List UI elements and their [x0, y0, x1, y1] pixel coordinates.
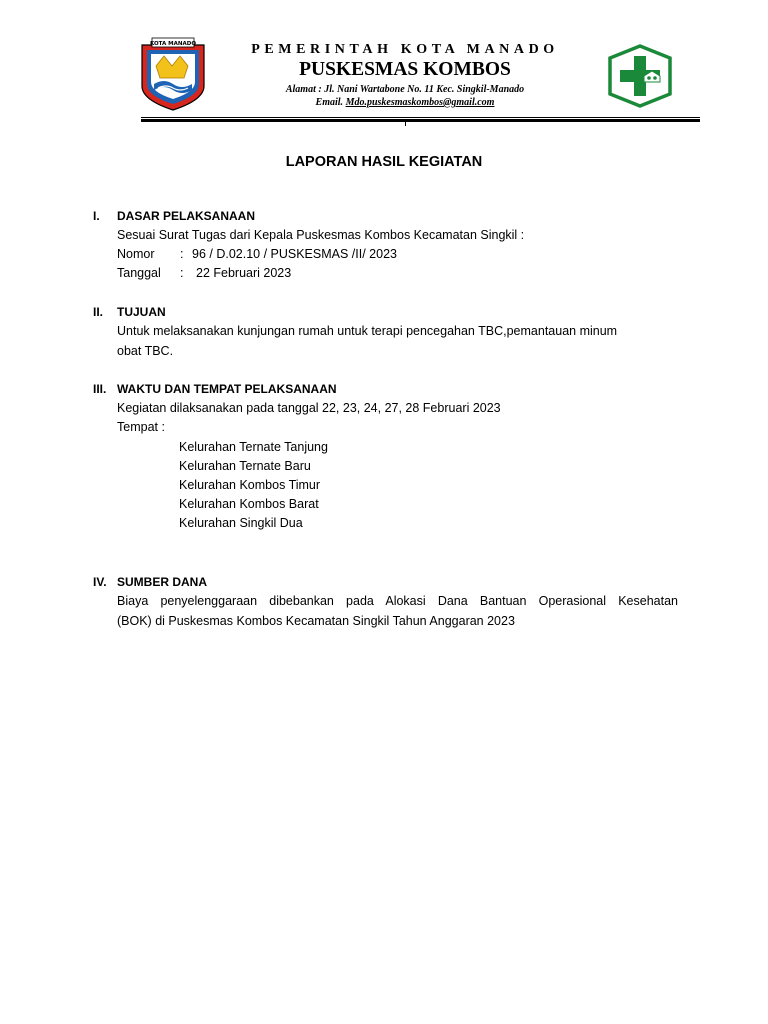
- tanggal-label: Tanggal: [117, 266, 161, 280]
- section-3-heading: WAKTU DAN TEMPAT PELAKSANAAN: [117, 382, 337, 396]
- section-3-number: III.: [93, 382, 107, 396]
- puskesmas-cross-icon: [606, 44, 674, 108]
- section-4-line: (BOK) di Puskesmas Kombos Kecamatan Singkil Tahun Anggaran 2023: [117, 614, 515, 628]
- nomor-value: 96 / D.02.10 / PUSKESMAS /II/ 2023: [192, 247, 397, 261]
- place-item: Kelurahan Ternate Tanjung: [179, 440, 328, 454]
- section-4-number: IV.: [93, 575, 107, 589]
- institution-address: Alamat : Jl. Nani Wartabone No. 11 Kec. Singkil-Manado: [285, 84, 525, 95]
- nomor-label: Nomor: [117, 247, 155, 261]
- section-1-heading: DASAR PELAKSANAAN: [117, 209, 256, 223]
- place-item: Kelurahan Singkil Dua: [179, 516, 303, 530]
- section-2-heading: TUJUAN: [117, 305, 166, 319]
- letterhead-rule-thin: [141, 117, 700, 118]
- institution-email-line: [200, 97, 610, 108]
- tanggal-colon: :: [180, 266, 184, 280]
- tanggal-value: 22 Februari 2023: [196, 266, 292, 280]
- report-title: LAPORAN HASIL KEGIATAN: [285, 154, 483, 170]
- letterhead-rule-thick: [141, 119, 700, 122]
- section-1-number: I.: [93, 209, 100, 223]
- email-label: Email.: [315, 97, 344, 108]
- institution-name: PUSKESMAS KOMBOS: [299, 59, 511, 80]
- section-1-intro: Sesuai Surat Tugas dari Kepala Puskesmas Kombos Kecamatan Singkil :: [117, 228, 525, 242]
- nomor-colon: :: [180, 247, 184, 261]
- svg-text:KOTA MANADO: KOTA MANADO: [149, 41, 197, 47]
- section-3-line: Tempat :: [117, 420, 165, 434]
- email-link[interactable]: Mdo.puskesmaskombos@gmail.com: [345, 97, 495, 108]
- place-item: Kelurahan Kombos Timur: [179, 478, 321, 492]
- section-2-number: II.: [93, 305, 104, 319]
- section-4-line: Biaya penyelenggaraan dibebankan pada Alokasi Dana Bantuan Operasional Kesehatan: [117, 594, 678, 608]
- section-2-line: obat TBC.: [117, 344, 174, 358]
- government-name: PEMERINTAH KOTA MANADO: [251, 42, 559, 57]
- place-item: Kelurahan Ternate Baru: [179, 459, 311, 473]
- manado-city-crest-icon: [138, 36, 208, 112]
- letterhead-rule-mark: [405, 121, 406, 126]
- section-3-line: Kegiatan dilaksanakan pada tanggal 22, 23, 24, 27, 28 Februari 2023: [117, 401, 501, 415]
- section-2-line: Untuk melaksanakan kunjungan rumah untuk terapi pencegahan TBC,pemantauan minum: [117, 324, 618, 338]
- section-4-heading: SUMBER DANA: [117, 575, 207, 589]
- place-item: Kelurahan Kombos Barat: [179, 497, 319, 511]
